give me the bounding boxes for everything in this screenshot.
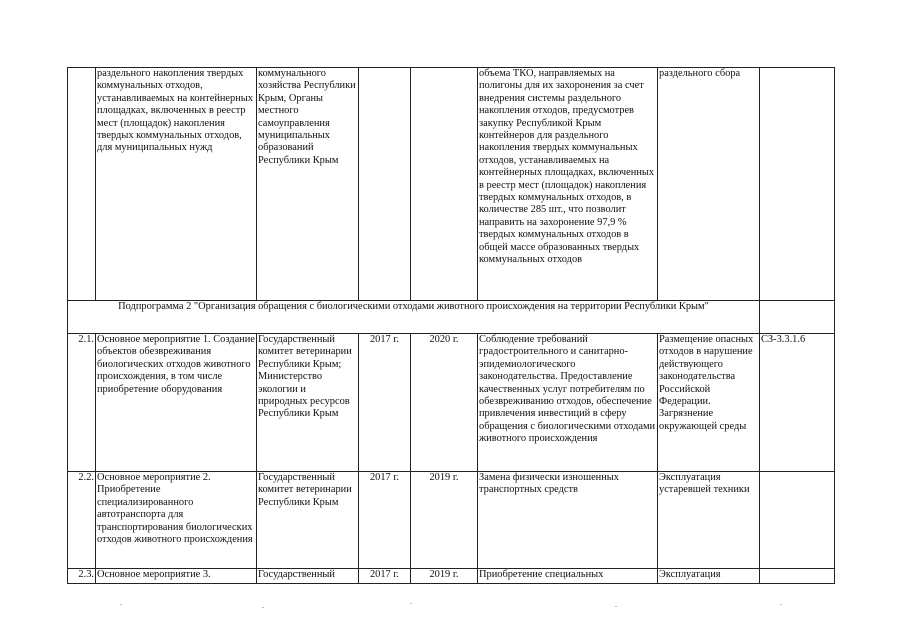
cell-link bbox=[760, 301, 835, 334]
cell-num: 2.3. bbox=[68, 569, 96, 584]
cell-measure-name: Основное мероприятие 1. Создание объектов обезвреживания биологических отходов животного происхождения, в том числе приобретение оборудования bbox=[96, 334, 257, 472]
cell-executor: Государственный bbox=[257, 569, 359, 584]
cell-executor: коммунального хозяйства Республики Крым, Органы местного самоуправления муниципальных образований Республики Крым bbox=[257, 68, 359, 301]
scan-speck bbox=[120, 604, 122, 605]
cell-num: 2.1. bbox=[68, 334, 96, 472]
cell-end-year: 2020 г. bbox=[411, 334, 478, 472]
cell-consequence: Размещение опасных отходов в нарушение действующего законодательства Российской Федерации. Загрязнение окружающей среды bbox=[658, 334, 760, 472]
cell-expected-result: Приобретение специальных bbox=[478, 569, 658, 584]
table-row-continued bbox=[68, 68, 835, 301]
cell-consequence: Эксплуатация устаревшей техники bbox=[658, 472, 760, 569]
cell-link: СЗ-3.3.1.6 bbox=[760, 334, 835, 472]
scan-speck bbox=[615, 606, 617, 607]
cell-consequence: Эксплуатация bbox=[658, 569, 760, 584]
scan-speck bbox=[262, 607, 264, 608]
cell-expected-result: Соблюдение требований градостроительного и санитарно-эпидемиологического законодательства. Предоставление качественных услуг потребителям по обезвреживанию отходов, обеспечение привлечения инвестиций в сферу обращения с биологическими отходами животного происхождения bbox=[478, 334, 658, 472]
cell-start-year bbox=[359, 68, 411, 301]
table-row bbox=[68, 334, 835, 472]
subprogram-title: Подпрограмма 2 "Организация обращения с биологическими отходами животного происхождения на территории Республики Крым" bbox=[68, 301, 760, 334]
cell-consequence: раздельного сбора bbox=[658, 68, 760, 301]
cell-num: 2.2. bbox=[68, 472, 96, 569]
cell-link bbox=[760, 472, 835, 569]
cell-expected-result: Замена физически изношенных транспортных средств bbox=[478, 472, 658, 569]
cell-measure-name: Основное мероприятие 3. bbox=[96, 569, 257, 584]
cell-link bbox=[760, 569, 835, 584]
subprogram-header-row bbox=[68, 301, 835, 334]
cell-link bbox=[760, 68, 835, 301]
cell-measure-name: Основное мероприятие 2. Приобретение специализированного автотранспорта для транспортирования биологических отходов животного происхождения bbox=[96, 472, 257, 569]
cell-end-year bbox=[411, 68, 478, 301]
cell-start-year: 2017 г. bbox=[359, 569, 411, 584]
cell-executor: Государственный комитет ветеринарии Республики Крым; Министерство экологии и природных ресурсов Республики Крым bbox=[257, 334, 359, 472]
cell-start-year: 2017 г. bbox=[359, 334, 411, 472]
scan-speck bbox=[780, 604, 782, 605]
program-measures-table bbox=[67, 67, 835, 584]
table-row bbox=[68, 472, 835, 569]
cell-measure-name: раздельного накопления твердых коммунальных отходов, устанавливаемых на контейнерных площадках, включенных в реестр мест (площадок) накопления твердых коммунальных отходов, для муниципальных нужд bbox=[96, 68, 257, 301]
cell-expected-result: объема ТКО, направляемых на полигоны для их захоронения за счет внедрения системы раздельного накопления отходов, предусмотрев закупку Республикой Крым контейнеров для раздельного накопления твердых коммунальных отходов, устанавливаемых на контейнерных площадках, включенных в реестр мест (площадок) накопления твердых коммунальных отходов, в количестве 285 шт., что позволит направить на захоронение 97,9 % твердых коммунальных отходов в общей массе образованных твердых коммунальных отходов bbox=[478, 68, 658, 301]
cell-start-year: 2017 г. bbox=[359, 472, 411, 569]
cell-end-year: 2019 г. bbox=[411, 569, 478, 584]
table-row bbox=[68, 569, 835, 584]
cell-end-year: 2019 г. bbox=[411, 472, 478, 569]
cell-executor: Государственный комитет ветеринарии Республики Крым bbox=[257, 472, 359, 569]
cell-num bbox=[68, 68, 96, 301]
scan-speck bbox=[410, 603, 412, 604]
